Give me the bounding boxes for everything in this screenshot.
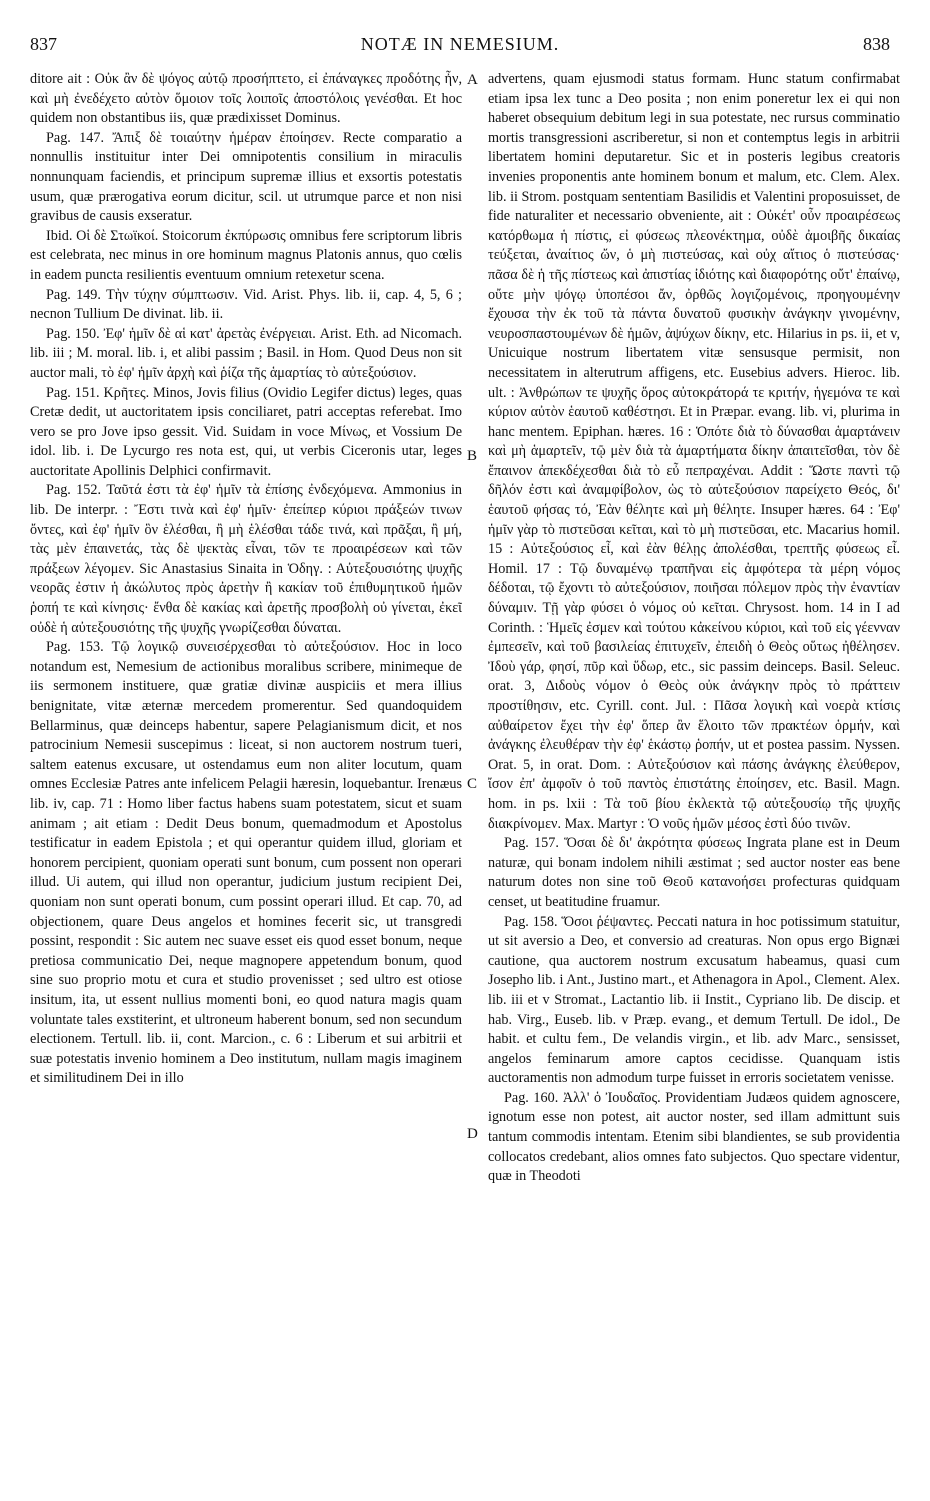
section-marker-b: B — [467, 448, 478, 464]
note-paragraph: Pag. 147. Ἄπιξ δὲ τοιαύτην ἡμέραν ἐποίησεν. Recte comparatio a nonnullis instituitur inter Dei omnipotentis consilium in miraculis nonnunquam faciendis, et principum supremæ illius et exsortis potestatis usum, quæ prærogativa eorum dicitur, scil. ut utrumque parce et non nisi gravibus de causis exseratur. — [30, 129, 462, 225]
note-paragraph: Pag. 149. Τὴν τύχην σύμπτωσιν. Vid. Arist. Phys. lib. ii, cap. 4, 5, 6 ; necnon Tullium De divinat. lib. ii. — [30, 286, 462, 323]
note-paragraph: Pag. 158. Ὅσοι ῥέψαντες. Peccati natura in hoc potissimum statuitur, ut sit aversio a Deo, et conversio ad creaturas. Non opus ergo Bignæi cautione, qua auctorem nostrum excusatum habeamus, quasi cum Josepho lib. i Ant., Justino mart., et Athenagora in Apol., Clement. Alex. lib. iii et v Stromat., Lactantio lib. ii Instit., Cypriano lib. De discip. et hab. Virg., Euseb. lib. v Præp. evang., et demum Tertull. De idol., De habit. et cultu fem., De velandis virgin., et lib. adv Marc., sensisset, angelos feminarum amore captos cecidisse. Quanquam istis auctoramentis non admodum turpe fuisset in erroris societatem venisse. — [488, 913, 900, 1087]
note-paragraph: advertens, quam ejusmodi status formam. Hunc statum confirmabat etiam ipsa lex tunc a Deo posita ; non enim poneretur lex ei qui non haberet obsequium debitum legi in sua potestate, nec rursus comminatio mortis transgressioni ascriberetur, si non et contemptus legis in arbitrii libertatem homini deputaretur. Sic et in posteris legibus creatoris invenies proponentis ante hominem bonum et malum, etc. Clem. Alex. lib. ii Strom. postquam sententiam Basilidis et Valentini proposuisset, de fide naturaliter et necessario obveniente, ait : Οὐκέτ' οὖν προαιρέσεως κατόρθωμα ἡ πίστις, εἰ φύσεως πλεονέκτημα, οὐδὲ ἀμοιβῆς δικαίας τεύξεται, ἀναίτιος ὤν, ὁ μὴ πιστεύσας, καὶ οὐχ αἴτιος ὁ πιστεύσας· πᾶσα δὲ ἡ τῆς πίστεως καὶ ἀπιστίας ἰδιότης καὶ διαφορότης οὔτ' ἐπαίνῳ, οὔτε μὴν ψόγῳ ὑποπέσοι ἄν, ὀρθῶς λογιζομένοις, προηγουμένην ἔχουσα τὴν ἐκ τοῦ τὰ πάντα δυνατοῦ φυσικὴν ἀνάγκην γινομένην, νευροσπαστουμένων δὲ ἡμῶν, ἀψύχων δίκην, etc. Hilarius in ps. ii, et v, Unicuique nostrum libertatem vitæ sensusque permisit, non necessitatem in alterutrum affigens, etc. Eusebius advers. Hieroc. lib. ult. : Ἀνθρώπων τε ψυχῆς ὅρος αὐτοκράτορά τε κριτήν, ἡγεμόνα τε καὶ κύριον αὐτὸν ἑαυτοῦ καθέστησι. Et in Præpar. evang. lib. vi, plurima in hanc mentem. Epiphan. hæres. 16 : Ὁπότε διὰ τὸ δύνασθαι ἁμαρτάνειν καὶ μὴ ἁμαρτεῖν, τῷ μὲν διὰ τὰ ἁμαρτήματα δίκην ἀπαιτεῖσθαι, τὸν δὲ ἔπαινον ἀπεκδέχεσθαι διὰ τὸ εὖ πεπραχέναι. Addit : Ὥστε παντὶ τῷ δῆλόν ἐστι καὶ ἀναμφίβολον, ὡς τὸ αὐτεξούσιον παρείχετο Θεός, δι' ἑαυτοῦ φήσας τό, Ἐὰν θέλητε καὶ μὴ θέλητε. Insuper hæres. 64 : Ἐφ' ἡμῖν γὰρ τὸ πιστεῦσαι κεῖται, καὶ τὸ μὴ πιστεῦσαι, etc. Macarius homil. 15 : Αὐτεξούσιος εἶ, καὶ ἐὰν θέλῃς ἀπολέσθαι, τρεπτῆς φύσεως εἶ. Homil. 17 : Τῷ δυναμένῳ τραπῆναι εἰς ἀμφότερα τὰ μέρη νόμος δέδοται, τῷ ἔχοντι τὸ αὐτεξούσιον, ποιῆσαι πόλεμον πρὸς τὴν ἐναντίαν δύναμιν. Τῇ γὰρ φύσει ὁ νόμος οὐ κεῖται. Chrysost. hom. 14 in I ad Corinth. : Ἡμεῖς ἐσμεν καὶ τούτου κἀκείνου κύριοι, καὶ τοῦ εἰς γέενναν ἐμπεσεῖν, καὶ τοῦ βασιλείας ἐπιτυχεῖν, ἐπειδὴ ὁ Θεὸς οὕτως ἠθέλησεν. Ἰδοὺ γάρ, φησί, πῦρ καὶ ὕδωρ, etc., sic passim deinceps. Basil. Seleuc. orat. 3, Διδοὺς νόμον ὁ Θεὸς οὐκ ἀνάγκην πρὸς τὸ πράττειν προστίθησιν, etc. Cyrill. cont. Jul. : Πᾶσα λογικὴ καὶ νοερὰ κτίσις αὐθαίρετον ἔχει τὴν ἐφ' ὅπερ ἂν ἕλοιτο τῶν πρακτέων ὁρμήν, καὶ ἀνάγκης ἐλευθέραν τὴν ἐφ' ἑκάστῳ ῥοπήν, ut et postea passim. Nyssen. Orat. 5, in orat. Dom. : Αὐτεξούσιον καὶ πάσης ἀνάγκης ἐλεύθερον, ἴσον ἐπ' ἀμφοῖν ὁ τοῦ παντὸς ἐπιστάτης ἐποίησεν, etc. Basil. Magn. hom. in ps. lxii : Τὰ τοῦ βίου ἐκλεκτὰ τῷ αὐτεξουσίῳ τῆς ψυχῆς διακρίνομεν. Max. Martyr : Ὁ νοῦς ἡμῶν μέσος ἐστὶ δύο τινῶν. — [488, 71, 900, 832]
page-number-right: 838 — [863, 34, 890, 54]
note-paragraph: Pag. 160. Ἀλλ' ὁ Ἰουδαῖος. Providentiam Judæos quidem agnoscere, ignotum esse non potest, ait auctor noster, sed illam admittunt suis tantum commodis intentam. Etenim sibi blandientes, se sub providentia collocatos credebant, alios omnes fato subjectos. Quo spectare videntur, quæ in Theodoti — [488, 1089, 900, 1185]
left-column — [30, 70, 462, 1089]
note-paragraph: Pag. 150. Ἐφ' ἡμῖν δὲ αἱ κατ' ἀρετὰς ἐνέργειαι. Arist. Eth. ad Nicomach. lib. iii ; M. moral. lib. i, et alibi passim ; Basil. in Hom. Quod Deus non sit auctor mali, τὸ ἐφ' ἡμῖν ἀρχὴ καὶ ῥίζα τῆς ἁμαρτίας τὸ αὐτεξούσιον. — [30, 325, 462, 381]
running-title: NOTÆ IN NEMESIUM. — [360, 34, 560, 54]
section-marker-a: A — [467, 72, 478, 88]
page-header — [30, 34, 890, 60]
note-paragraph: Pag. 157. Ὅσαι δὲ δι' ἀκρότητα φύσεως Ingrata plane est in Deum naturæ, qui bonam indolem nihili æstimat ; sed auctor noster eas bene naturum dotes non sine τοῦ Θεοῦ κατανοήσει profecturas quidquam censet, ut beatitudine fruamur. — [488, 835, 900, 910]
note-paragraph: Pag. 153. Τῷ λογικῷ συνεισέρχεσθαι τὸ αὐτεξούσιον. Hoc in loco notandum est, Nemesium de actionibus moralibus scribere, minimeque de iis sermonem instituere, quæ gratiæ divinæ auspiciis et mera illius benignitate, vitæ æternæ mercedem promerentur. Sed quandoquidem Bellarminus, quæ deinceps habentur, sapere Pelagianismum dicit, et nos patrocinium Nemesii suscepimus : liceat, si non auctorem nostrum tueri, saltem eatenus excusare, ut ostendamus eum non aliter locutum, quam omnes Ecclesiæ Patres ante infelicem Pelagii hæresin, loquebantur. Irenæus lib. iv, cap. 71 : Homo liber factus habens suam potestatem, sicut et suam animam ; ait etiam : Dedit Deus bonum, quemadmodum et Apostolus testificatur in eadem Epistola ; et qui operantur quidem illud, gloriam et honorem percipient, quoniam operati sunt bonum, cum possent non operari illud. Ui autem, qui illud non operantur, judicium justum recipient Dei, quoniam non sunt operati bonum, cum possint operari illud. Et cap. 70, ad objectionem, quare Deus angelos et homines fecerit sic, ut transgredi possint, respondit : Sic autem nec suave esset eis quod esset bonum, neque pretiosa communicatio Dei, neque magnopere appetendum bonum, quod sine suo proprio motu et cura et studio provenisset ; sed ultro est otiose insitum, ita, ut essent nullius momenti boni, eo quod natura magis quam voluntate tales exstiterint, et ultroneum haberent bonum, sed non secundum electionem. Tertull. lib. ii, cont. Marcion., c. 6 : Liberum et sui arbitrii et suæ potestatis invenio hominem a Deo institutum, nullam magis imaginem et similitudinem Dei in illo — [30, 639, 462, 1087]
note-paragraph: Pag. 151. Κρῆτες. Minos, Jovis filius (Ovidio Legifer dictus) leges, quas Cretæ dedit, ut auctoritatem ipsis conciliaret, patri acceptas referebat. Imo vero se pro Jove ipso gessit. Vid. Suidam in voce Μίνως, et Vossium De idol. lib. i. De Lycurgo res nota est, qui, ut verbis Ciceronis utar, leges auctoritate Apollinis Delphici confirmavit. — [30, 384, 462, 479]
right-column — [488, 70, 900, 1187]
note-paragraph: ditore ait : Οὐκ ἂν δὲ ψόγος αὐτῷ προσήπτετο, εἰ ἐπάναγκες προδότης ἦν, καὶ μὴ ἐνεδέχετο αὐτὸν ὅμοιον τοῖς λοιποῖς ἀποστόλοις γενέσθαι. Et hoc quidem non obstantibus iis, quæ prædixisset Dominus. — [30, 71, 462, 127]
note-paragraph: Ibid. Οἱ δὲ Στωϊκοί. Stoicorum ἐκπύρωσις omnibus fere scriptorum libris est celebrata, nec minus in ore hominum magnus Platonis annus, quo cœlis in eadem puncta resilientis eventuum omnium retexetur scena. — [30, 227, 462, 283]
section-marker-d: D — [467, 1126, 478, 1142]
page-number-left: 837 — [30, 34, 57, 54]
section-marker-c: C — [467, 776, 478, 792]
note-paragraph: Pag. 152. Ταῦτά ἐστι τὰ ἐφ' ἡμῖν τὰ ἐπίσης ἐνδεχόμενα. Ammonius in lib. De interpr. : Ἔστι τινὰ καὶ ἐφ' ἡμῖν· ἐπείπερ κύριοι πράξεών τινων ὄντες, καὶ ἐφ' ἡμῖν ὃν ἑλέσθαι, ἢ μὴ ἑλέσθαι τάδε τινά, καὶ πρᾶξαι, ἢ μή, τὰς μὲν ἐπαινετάς, τὰς δὲ ψεκτὰς εἶναι, τῶν τε προαιρέσεων καὶ τῶν πράξεων λέγομεν. Sic Anastasius Sinaita in Ὁδηγ. : Αὐτεξουσιότης ψυχῆς νεορᾶς ἐστιν ἡ ἀκώλυτος πρὸς ἀρετὴν ἢ κακίαν τοῦ ἐπιθυμητικοῦ ἡμῶν ῥοπή τε καὶ κίνησις· ἔνθα δὲ κακίας καὶ ἀρετῆς προσβολὴ οὐ γίνεται, ἐκεῖ οὐδὲ ἡ αὐτεξουσιότης τῆς ψυχῆς γνωρίζεσθαι δύναται. — [30, 482, 462, 636]
